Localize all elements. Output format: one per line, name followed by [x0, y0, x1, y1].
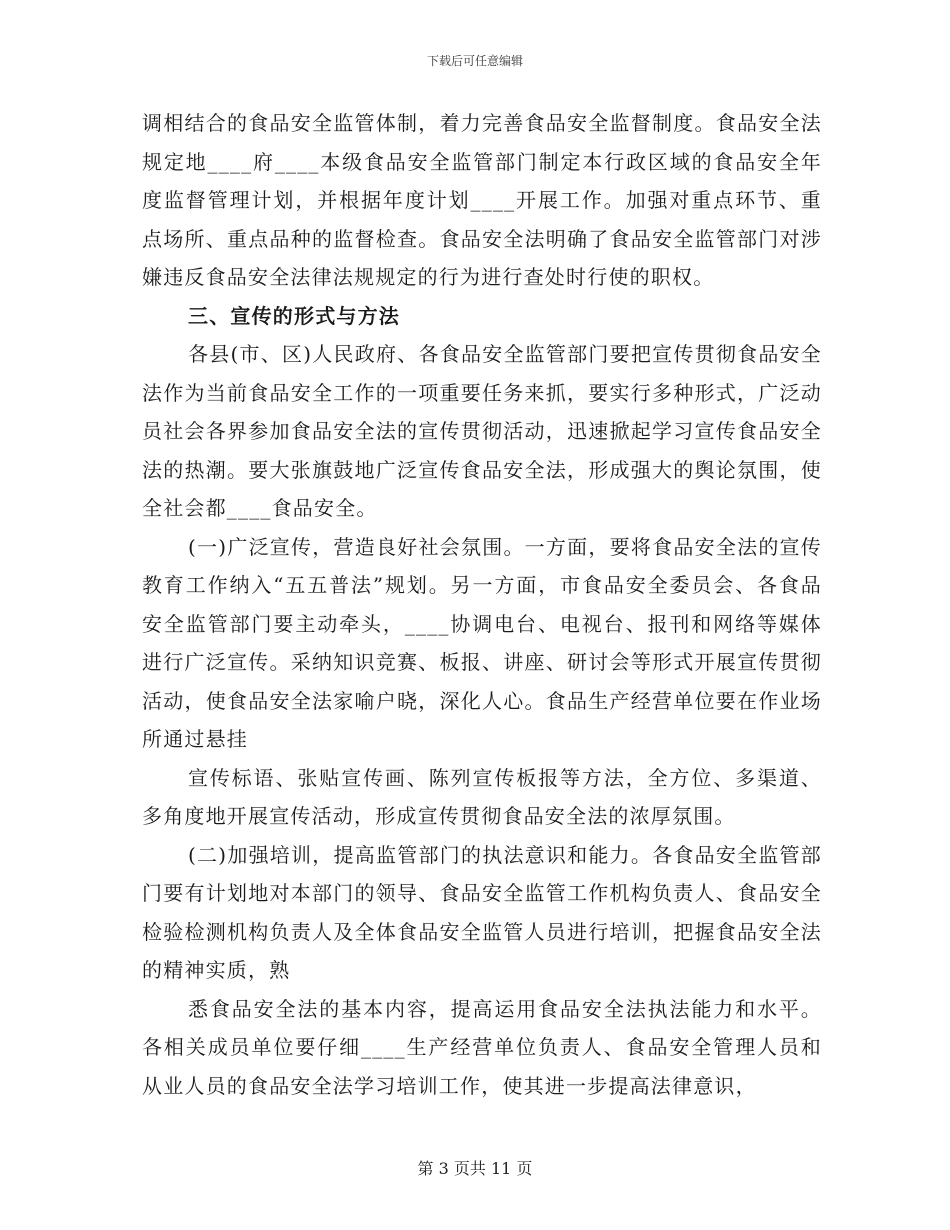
paragraph: (二)加强培训，提高监管部门的执法意识和能力。各食品安全监管部门要有计划地对本部门的领导、食品安全监管工作机构负责人、食品安全检验检测机构负责人及全体食品安全监管人员进行培训，把握食品安全法的精神实质，熟: [142, 842, 822, 982]
paragraph: (一)广泛宣传，营造良好社会氛围。一方面，要将食品安全法的宣传教育工作纳入“五五普法”规划。另一方面，市食品安全委员会、各食品安全监管部门要主动牵头，____协调电台、电视台、报刊和网络等媒体进行广泛宣传。采纳知识竞赛、板报、讲座、研讨会等形式开展宣传贯彻活动，使食品安全法家喻户晓，深化人心。食品生产经营单位要在作业场所通过悬挂: [142, 534, 822, 751]
document-body: [142, 104, 822, 1105]
section-heading: 三、宣传的形式与方法: [188, 303, 400, 328]
paragraph: 各县(市、区)人民政府、各食品安全监管部门要把宣传贯彻食品安全法作为当前食品安全工作的一项重要任务来抓，要实行多种形式，广泛动员社会各界参加食品安全法的宣传贯彻活动，迅速掀起学习宣传食品安全法的热潮。要大张旗鼓地广泛宣传食品安全法，形成强大的舆论氛围，使全社会都____食品安全。: [142, 342, 822, 520]
paragraph: 宣传标语、张贴宣传画、陈列宣传板报等方法，全方位、多渠道、多角度地开展宣传活动，形成宣传贯彻食品安全法的浓厚氛围。: [142, 765, 822, 828]
paragraph: 悉食品安全法的基本内容，提高运用食品安全法执法能力和水平。各相关成员单位要仔细____生产经营单位负责人、食品安全管理人员和从业人员的食品安全法学习培训工作，使其进一步提高法律意识，: [142, 996, 822, 1098]
header-note: 下载后可任意编辑: [426, 54, 523, 68]
page-number: 第 3 页共 11 页: [417, 1159, 533, 1178]
paragraph-continued: 调相结合的食品安全监管体制，着力完善食品安全监督制度。食品安全法规定地____府____本级食品安全监管部门制定本行政区域的食品安全年度监督管理计划，并根据年度计划____开展工作。加强对重点环节、重点场所、重点品种的监督检查。食品安全法明确了食品安全监管部门对涉嫌违反食品安全法律法规规定的行为进行查处时行使的职权。: [142, 111, 822, 289]
